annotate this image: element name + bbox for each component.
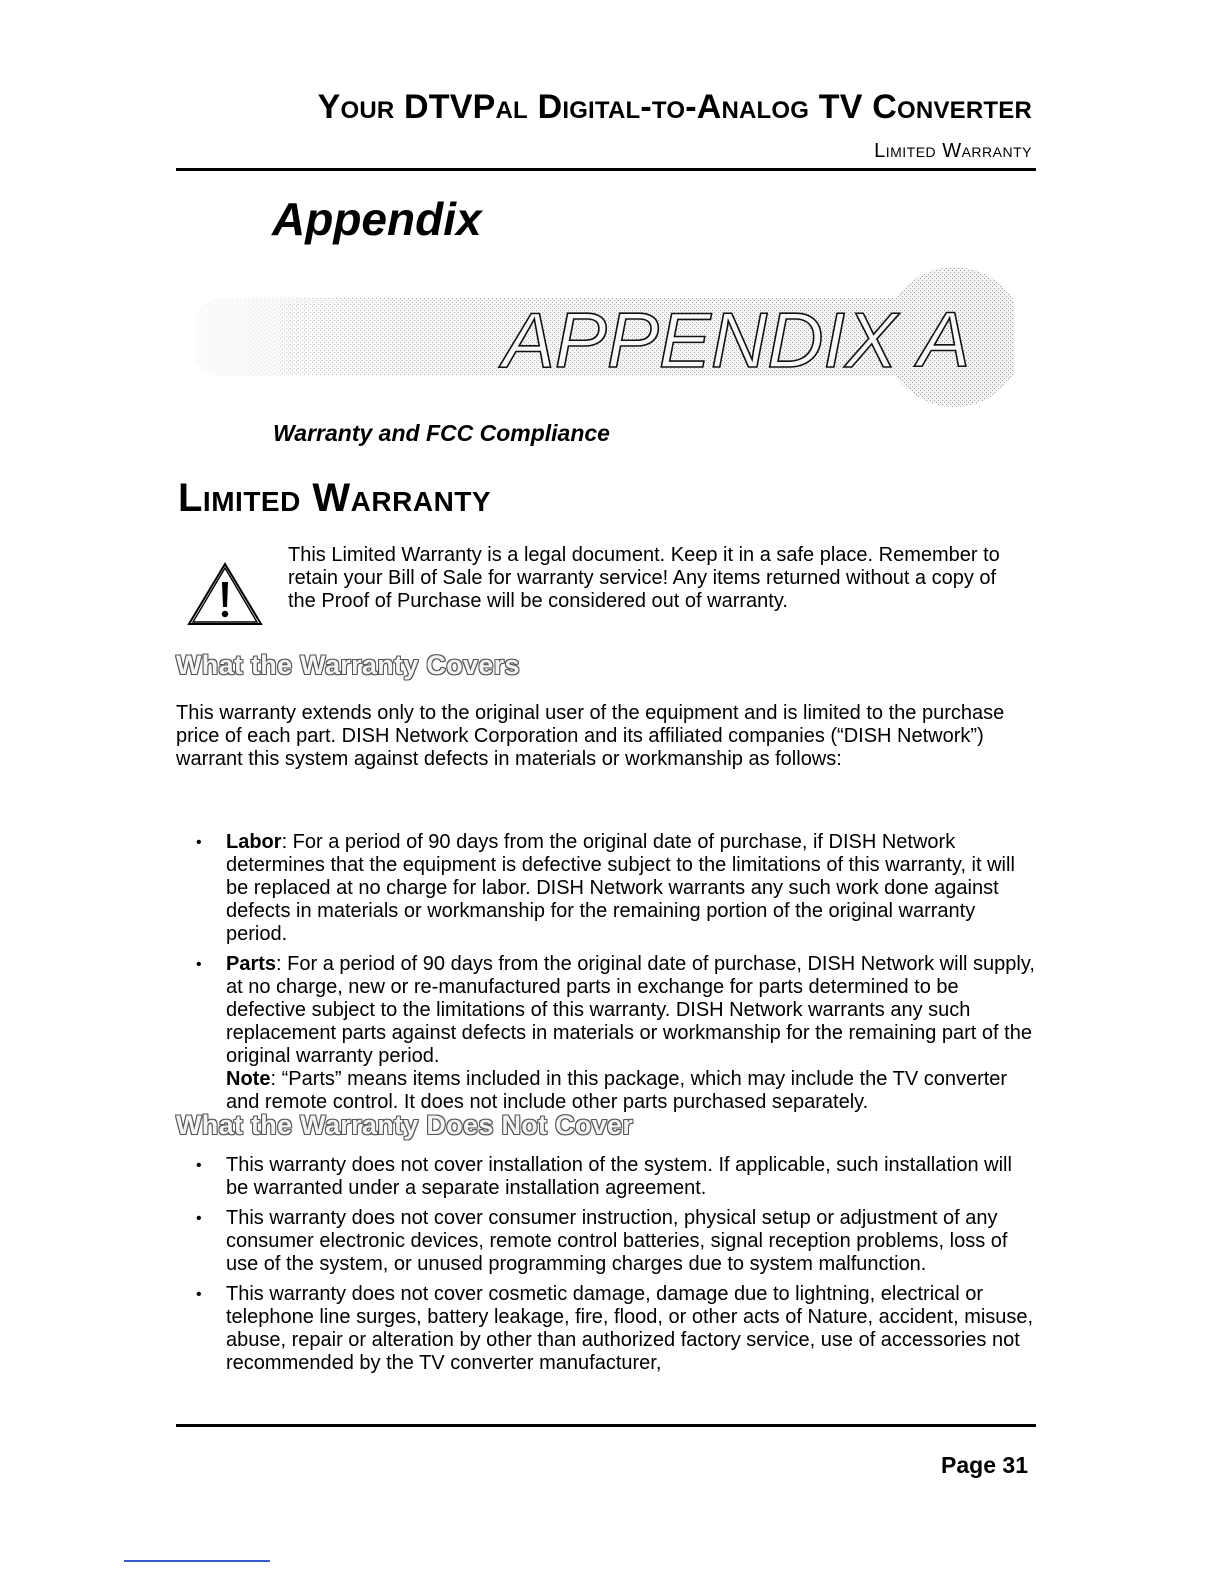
bullet-icon: • <box>196 956 202 973</box>
list-item <box>190 1207 1036 1276</box>
banner-word: APPENDIX <box>502 296 898 384</box>
page-number: Page 31 <box>941 1452 1028 1478</box>
appendix-heading: Appendix <box>272 193 482 245</box>
chapter-subtitle: Warranty and FCC Compliance <box>273 420 610 446</box>
bullet-icon: • <box>196 1210 202 1227</box>
not-covers-heading: What the Warranty Does Not Cover <box>176 1110 634 1140</box>
section-heading: Limited Warranty <box>178 476 492 520</box>
appendix-banner <box>196 266 1014 408</box>
not-covers-list <box>190 1154 1036 1382</box>
list-item-text: This warranty does not cover installation of the system. If applicable, such installation will be warranted under a separate installation agreement. <box>226 1154 1012 1199</box>
bullet-icon: • <box>196 1286 202 1303</box>
banner-letter: A <box>917 295 971 383</box>
list-item <box>190 953 1036 1114</box>
list-item <box>190 1154 1036 1200</box>
footer-rule <box>176 1424 1036 1427</box>
list-item <box>190 1283 1036 1375</box>
warning-text: This Limited Warranty is a legal document. Keep it in a safe place. Remember to retain your Bill of Sale for warranty service! Any items returned without a copy of the Proof of Purchase will be considered out of warranty. <box>288 544 1000 612</box>
list-item-text: This warranty does not cover consumer instruction, physical setup or adjustment of any consumer electronic devices, remote control batteries, signal reception problems, loss of use of the system, or unused programming charges due to system malfunction. <box>226 1207 1008 1275</box>
page-header-title: Your DTVPal Digital-to-Analog TV Converter <box>317 88 1032 126</box>
list-item <box>190 831 1036 946</box>
note-text: : “Parts” means items included in this package, which may include the TV converter and remote control. It does not include other parts purchased separately. <box>226 1068 1008 1113</box>
bullet-icon: • <box>196 834 202 851</box>
covers-heading: What the Warranty Covers <box>176 650 520 680</box>
covers-intro: This warranty extends only to the original user of the equipment and is limited to the purchase price of each part. DISH Network Corporation and its affiliated companies (“DISH Network”) warrant this system against defects in materials or workmanship as follows: <box>176 702 1005 770</box>
labor-text: : For a period of 90 days from the original date of purchase, if DISH Network determines that the equipment is defective subject to the limitations of this warranty, it will be replaced at no charge for labor. DISH Network warrants any such work done against defects in materials or workmanship for the remaining portion of the original warranty period. <box>226 831 1015 945</box>
bullet-icon: • <box>196 1157 202 1174</box>
list-item-text: This warranty does not cover cosmetic damage, damage due to lightning, electrical or telephone line surges, battery leakage, fire, flood, or other acts of Nature, accident, misuse, abuse, repair or alteration by other than authorized factory service, use of accessories not recommended by the TV converter manufacturer, <box>226 1283 1034 1374</box>
labor-term: Labor <box>226 831 282 853</box>
parts-text: : For a period of 90 days from the original date of purchase, DISH Network will supply, at no charge, new or re-manufactured parts in exchange for parts determined to be defective subject to the limitations of this warranty. DISH Network warrants any such replacement parts against defects in materials or workmanship for the remaining part of the original warranty period. <box>226 953 1035 1067</box>
header-rule <box>176 168 1036 171</box>
parts-term: Parts <box>226 953 277 975</box>
page-header-subtitle: Limited Warranty <box>874 140 1032 162</box>
warning-triangle-icon <box>187 562 263 626</box>
footer-link-line <box>124 1560 270 1562</box>
note-term: Note <box>226 1068 271 1090</box>
covers-list <box>190 831 1036 1121</box>
